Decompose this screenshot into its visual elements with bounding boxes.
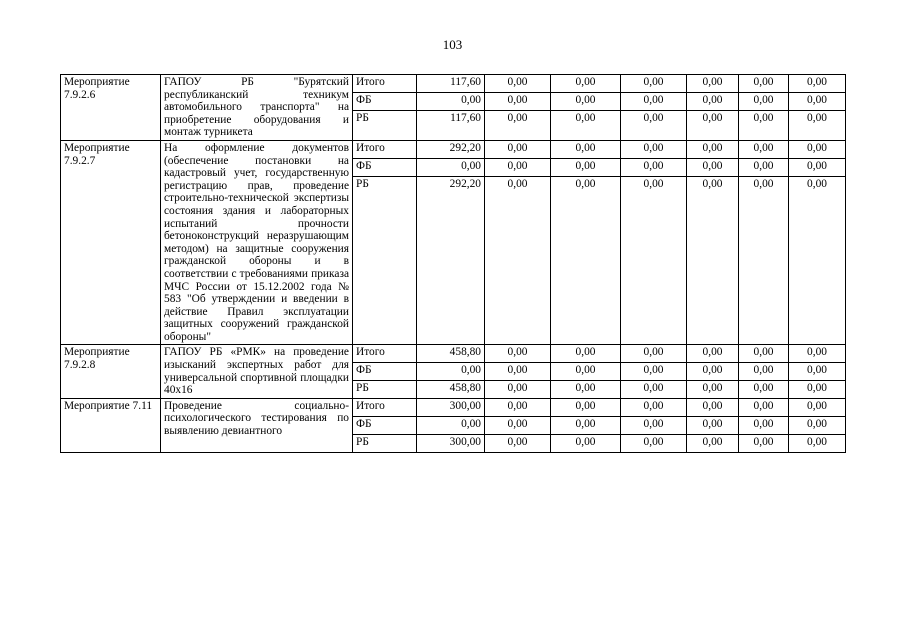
- value-cell: 0,00: [551, 158, 621, 176]
- value-cell: 0,00: [687, 345, 739, 363]
- source-cell: ФБ: [353, 93, 417, 111]
- value-cell: 0,00: [621, 434, 687, 452]
- value-cell: 0,00: [739, 158, 789, 176]
- source-cell: РБ: [353, 111, 417, 141]
- value-cell: 458,80: [417, 381, 485, 398]
- value-cell: 0,00: [687, 416, 739, 434]
- event-cell: Мероприятие 7.9.2.6: [61, 75, 161, 141]
- value-cell: 0,00: [417, 416, 485, 434]
- value-cell: 0,00: [739, 75, 789, 93]
- value-cell: 0,00: [789, 345, 846, 363]
- value-cell: 0,00: [551, 381, 621, 398]
- value-cell: 0,00: [739, 345, 789, 363]
- value-cell: 0,00: [485, 176, 551, 345]
- source-cell: ФБ: [353, 158, 417, 176]
- value-cell: 0,00: [551, 176, 621, 345]
- source-cell: Итого: [353, 398, 417, 416]
- value-cell: 0,00: [551, 93, 621, 111]
- value-cell: 0,00: [739, 434, 789, 452]
- value-cell: 0,00: [687, 93, 739, 111]
- value-cell: 0,00: [687, 140, 739, 158]
- value-cell: 0,00: [621, 176, 687, 345]
- value-cell: 0,00: [551, 416, 621, 434]
- value-cell: 0,00: [551, 75, 621, 93]
- value-cell: 0,00: [621, 158, 687, 176]
- value-cell: 0,00: [485, 111, 551, 141]
- source-cell: ФБ: [353, 416, 417, 434]
- value-cell: 0,00: [789, 434, 846, 452]
- description-cell: Проведение социально-психологического тестирования по выявлению девиантного: [161, 398, 353, 452]
- value-cell: 0,00: [551, 434, 621, 452]
- value-cell: 0,00: [687, 398, 739, 416]
- page-number: 103: [442, 37, 463, 52]
- table-row: [61, 345, 846, 363]
- value-cell: 300,00: [417, 434, 485, 452]
- value-cell: 0,00: [417, 158, 485, 176]
- description-cell: ГАПОУ РБ «РМК» на проведение изысканий экспертных работ для универсальной спортивной площадки 40х16: [161, 345, 353, 398]
- value-cell: 0,00: [621, 416, 687, 434]
- value-cell: 0,00: [621, 398, 687, 416]
- value-cell: 0,00: [789, 363, 846, 381]
- source-cell: РБ: [353, 434, 417, 452]
- description-cell: На оформление документов (обеспечение постановки на кадастровый учет, государственную регистрацию прав, проведение строительно-технической экспертизы состояния здания и лабораторных испытаний прочности бетоноконструкций неразрушающим методом) на защитные сооружения гражданской обороны и в соответствии с требованиями приказа МЧС России от 15.12.2002 года № 583 "Об утверждении и введении в действие Правил эксплуатации защитных сооружений гражданской обороны": [161, 140, 353, 345]
- value-cell: 0,00: [485, 363, 551, 381]
- source-cell: Итого: [353, 345, 417, 363]
- value-cell: 0,00: [621, 75, 687, 93]
- value-cell: 0,00: [417, 363, 485, 381]
- value-cell: 0,00: [687, 111, 739, 141]
- value-cell: 0,00: [621, 345, 687, 363]
- source-cell: Итого: [353, 140, 417, 158]
- source-cell: РБ: [353, 176, 417, 345]
- value-cell: 0,00: [485, 140, 551, 158]
- description-cell: ГАПОУ РБ "Бурятский республиканский техникум автомобильного транспорта" на приобретение оборудования и монтаж турникета: [161, 75, 353, 141]
- value-cell: 0,00: [739, 93, 789, 111]
- value-cell: 0,00: [789, 140, 846, 158]
- budget-table: [60, 74, 846, 453]
- source-cell: РБ: [353, 381, 417, 398]
- event-cell: Мероприятие 7.9.2.7: [61, 140, 161, 345]
- event-cell: Мероприятие 7.11: [61, 398, 161, 452]
- value-cell: 0,00: [485, 158, 551, 176]
- value-cell: 0,00: [687, 381, 739, 398]
- value-cell: 0,00: [551, 111, 621, 141]
- value-cell: 117,60: [417, 111, 485, 141]
- value-cell: 117,60: [417, 75, 485, 93]
- value-cell: 0,00: [687, 434, 739, 452]
- value-cell: 0,00: [621, 111, 687, 141]
- value-cell: 300,00: [417, 398, 485, 416]
- value-cell: 0,00: [789, 381, 846, 398]
- value-cell: 0,00: [621, 381, 687, 398]
- event-cell: Мероприятие 7.9.2.8: [61, 345, 161, 398]
- value-cell: 0,00: [789, 416, 846, 434]
- value-cell: 0,00: [485, 398, 551, 416]
- value-cell: 0,00: [485, 416, 551, 434]
- value-cell: 0,00: [687, 176, 739, 345]
- value-cell: 0,00: [789, 158, 846, 176]
- value-cell: 0,00: [739, 381, 789, 398]
- value-cell: 292,20: [417, 176, 485, 345]
- value-cell: 0,00: [687, 158, 739, 176]
- value-cell: 0,00: [739, 416, 789, 434]
- value-cell: 0,00: [551, 140, 621, 158]
- value-cell: 0,00: [485, 381, 551, 398]
- value-cell: 0,00: [789, 398, 846, 416]
- value-cell: 0,00: [485, 75, 551, 93]
- value-cell: 0,00: [485, 345, 551, 363]
- value-cell: 0,00: [621, 363, 687, 381]
- value-cell: 0,00: [687, 75, 739, 93]
- value-cell: 292,20: [417, 140, 485, 158]
- value-cell: 0,00: [621, 140, 687, 158]
- source-cell: Итого: [353, 75, 417, 93]
- value-cell: 0,00: [789, 75, 846, 93]
- value-cell: 0,00: [551, 363, 621, 381]
- value-cell: 0,00: [739, 176, 789, 345]
- source-cell: ФБ: [353, 363, 417, 381]
- value-cell: 0,00: [789, 111, 846, 141]
- value-cell: 0,00: [789, 93, 846, 111]
- value-cell: 0,00: [551, 398, 621, 416]
- value-cell: 0,00: [739, 363, 789, 381]
- table-row: [61, 75, 846, 93]
- value-cell: 0,00: [485, 93, 551, 111]
- value-cell: 0,00: [739, 111, 789, 141]
- value-cell: 0,00: [739, 140, 789, 158]
- value-cell: 0,00: [687, 363, 739, 381]
- value-cell: 0,00: [551, 345, 621, 363]
- table-row: [61, 398, 846, 416]
- value-cell: 0,00: [739, 398, 789, 416]
- value-cell: 0,00: [485, 434, 551, 452]
- value-cell: 0,00: [789, 176, 846, 345]
- table-row: [61, 140, 846, 158]
- value-cell: 0,00: [417, 93, 485, 111]
- value-cell: 0,00: [621, 93, 687, 111]
- value-cell: 458,80: [417, 345, 485, 363]
